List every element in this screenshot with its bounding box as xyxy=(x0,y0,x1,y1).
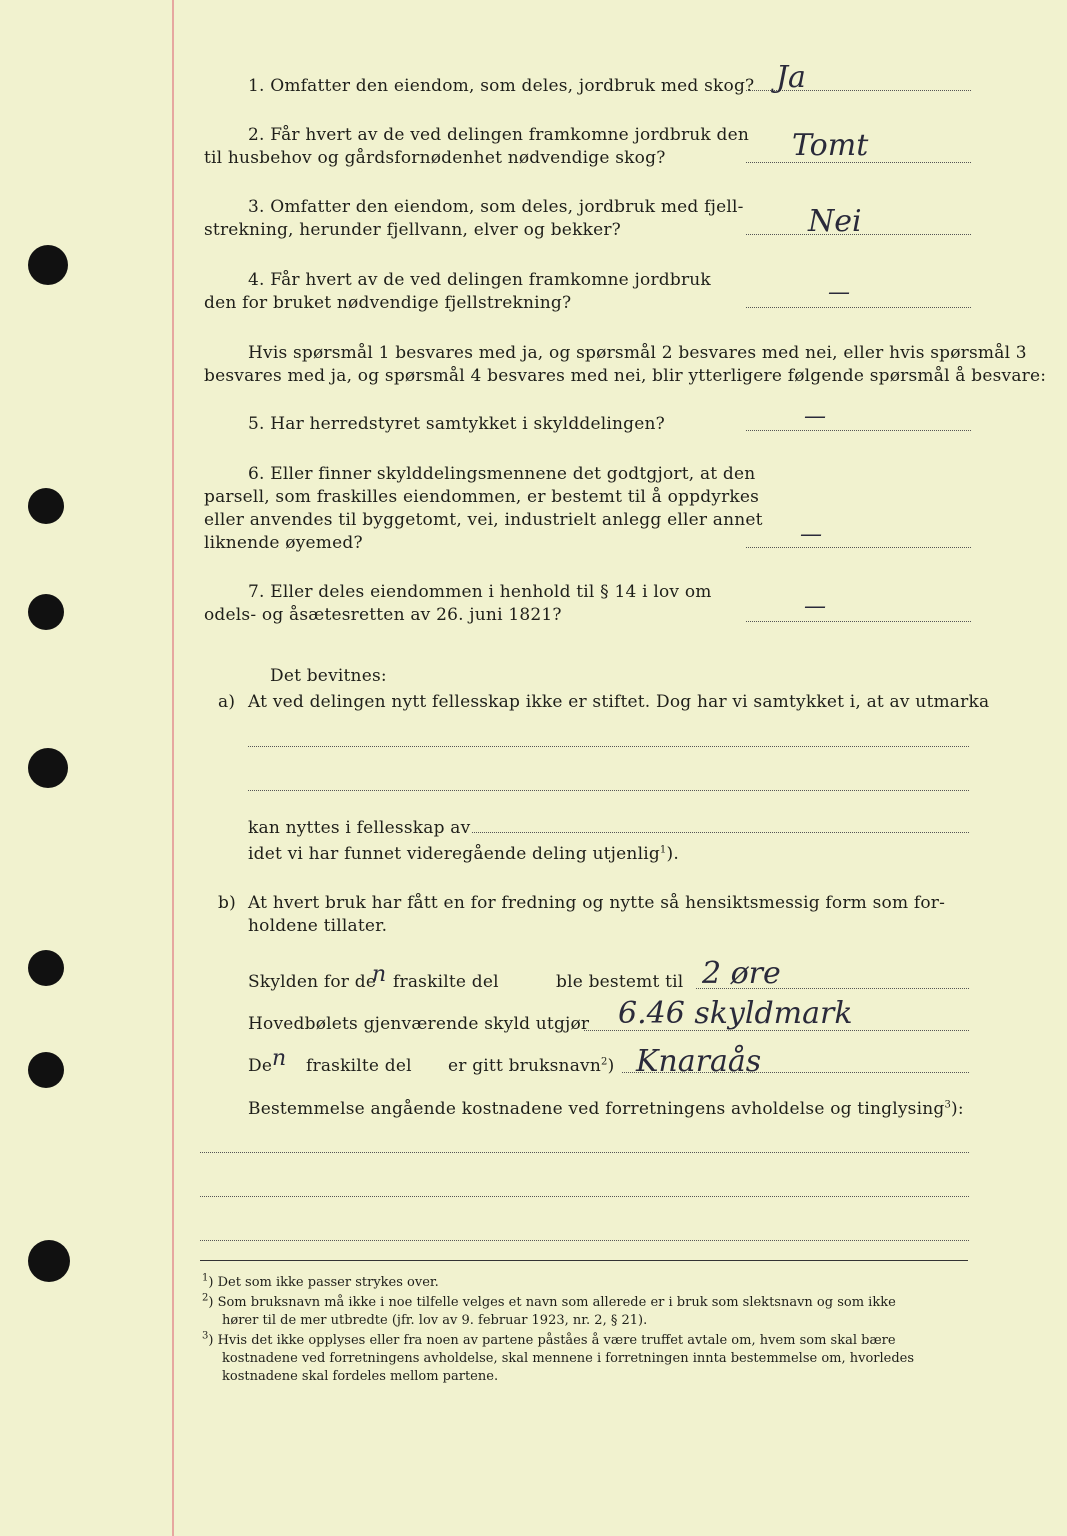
answer-2: Tomt xyxy=(792,128,869,163)
footnote-rule xyxy=(200,1260,968,1261)
question-2-line1: 2. Får hvert av de ved delingen framkomne jordbruk den xyxy=(248,125,750,145)
bruksnavn-value: Knaraås xyxy=(636,1044,762,1079)
question-4-line1: 4. Får hvert av de ved delingen framkomne jordbruk xyxy=(248,270,711,290)
cost-line-3[interactable] xyxy=(200,1240,969,1241)
punch-hole xyxy=(28,245,68,285)
answer-5: — xyxy=(804,404,826,429)
skylden-value: 2 øre xyxy=(702,956,781,991)
answer-line-7[interactable] xyxy=(746,621,971,622)
punch-hole xyxy=(28,950,64,986)
answer-3: Nei xyxy=(808,204,862,239)
attestation-a-line3: kan nyttes i fellesskap av xyxy=(248,818,471,838)
question-3-line1: 3. Omfatter den eiendom, som deles, jordbruk med fjell- xyxy=(248,197,744,217)
question-6-line3: eller anvendes til byggetomt, vei, industrielt anlegg eller annet xyxy=(204,510,763,530)
question-1: 1. Omfatter den eiendom, som deles, jordbruk med skog? xyxy=(248,76,755,96)
cost-line-1[interactable] xyxy=(200,1152,969,1153)
attestation-b-line1: At hvert bruk har fått en for fredning og nytte så hensiktsmessig form som for- xyxy=(248,893,946,913)
hovedbol-label: Hovedbølets gjenværende skyld utgjør xyxy=(248,1014,590,1034)
footnote-3-line1: $^3$) Hvis det ikke opplyses eller fra noen av partene påståes å være truffet avtale om, hvem som skal bære xyxy=(202,1330,896,1348)
hovedbol-value: 6.46 skyldmark xyxy=(618,996,853,1031)
answer-7: — xyxy=(804,594,826,619)
utmarka-line-1[interactable] xyxy=(248,746,969,747)
question-5: 5. Har herredstyret samtykket i skylddelingen? xyxy=(248,414,665,434)
question-4-line2: den for bruket nødvendige fjellstrekning? xyxy=(204,293,572,313)
conditional-line1: Hvis spørsmål 1 besvares med ja, og spørsmål 2 besvares med nei, eller hvis spørsmål 3 xyxy=(248,343,1027,363)
punch-hole xyxy=(28,748,68,788)
question-6-line2: parsell, som fraskilles eiendommen, er bestemt til å oppdyrkes xyxy=(204,487,760,507)
punch-hole xyxy=(28,594,64,630)
attestation-a-text: At ved delingen nytt fellesskap ikke er stiftet. Dog har vi samtykket i, at av utmarka xyxy=(248,692,990,712)
cost-line-2[interactable] xyxy=(200,1196,969,1197)
question-2-line2: til husbehov og gårdsfornødenhet nødvendige skog? xyxy=(204,148,666,168)
bruksnavn-label-3: er gitt bruksnavn$^2$) xyxy=(448,1056,615,1076)
attestation-b-label: b) xyxy=(218,893,236,913)
answer-line-4[interactable] xyxy=(746,307,971,308)
question-6-line1: 6. Eller finner skylddelingsmennene det godtgjort, at den xyxy=(248,464,756,484)
footnote-2-line2: hører til de mer utbredte (jfr. lov av 9. februar 1923, nr. 2, § 21). xyxy=(222,1313,648,1328)
fellesskap-line[interactable] xyxy=(472,832,969,833)
answer-line-5[interactable] xyxy=(746,430,971,431)
attestation-a-line4: idet vi har funnet videregående deling utjenlig$^1$). xyxy=(248,844,679,864)
question-6-line4: liknende øyemed? xyxy=(204,533,363,553)
footnote-3-line3: kostnadene skal fordeles mellom partene. xyxy=(222,1369,499,1384)
skylden-label-3: ble bestemt til xyxy=(556,972,684,992)
footnote-3-line2: kostnadene ved forretningens avholdelse, skal mennene i forretningen innta bestemmelse om, hvorledes xyxy=(222,1351,915,1366)
punch-hole xyxy=(28,488,64,524)
attestation-b-line2: holdene tillater. xyxy=(248,916,388,936)
attestation-heading: Det bevitnes: xyxy=(270,666,387,686)
answer-1: Ja xyxy=(776,60,806,95)
footnote-1: $^1$) Det som ikke passer strykes over. xyxy=(202,1272,439,1290)
cost-label: Bestemmelse angående kostnadene ved forretningens avholdelse og tinglysing$^3$): xyxy=(248,1099,964,1119)
strike-mark: n xyxy=(372,962,387,987)
attestation-a-label: a) xyxy=(218,692,236,712)
strike-mark: n xyxy=(272,1046,287,1071)
conditional-line2: besvares med ja, og spørsmål 4 besvares med nei, blir ytterligere følgende spørsmål å besvare: xyxy=(204,366,1047,386)
answer-4: — xyxy=(828,280,850,305)
answer-line-6[interactable] xyxy=(746,547,971,548)
question-7-line1: 7. Eller deles eiendommen i henhold til § 14 i lov om xyxy=(248,582,712,602)
bruksnavn-label-2: fraskilte del xyxy=(306,1056,412,1076)
footnote-2-line1: $^2$) Som bruksnavn må ikke i noe tilfelle velges et navn som allerede er i bruk som slektsnavn og som ikke xyxy=(202,1292,896,1310)
utmarka-line-2[interactable] xyxy=(248,790,969,791)
skylden-label-2: fraskilte del xyxy=(393,972,499,992)
question-3-line2: strekning, herunder fjellvann, elver og bekker? xyxy=(204,220,621,240)
bruksnavn-label-1: De xyxy=(248,1056,273,1076)
answer-6: — xyxy=(800,522,822,547)
punch-hole xyxy=(28,1240,70,1282)
skylden-label-1: Skylden for de xyxy=(248,972,377,992)
punch-hole xyxy=(28,1052,64,1088)
question-7-line2: odels- og åsætesretten av 26. juni 1821? xyxy=(204,605,562,625)
margin-line xyxy=(172,0,174,1536)
